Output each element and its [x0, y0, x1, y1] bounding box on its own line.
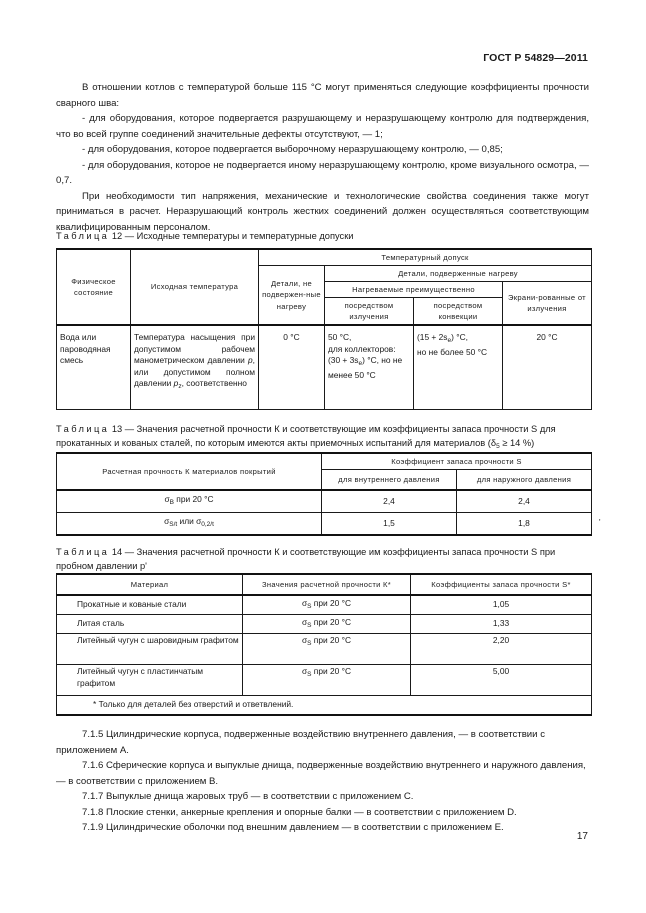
table12-cell-state: Вода или пароводяная смесь	[57, 325, 131, 410]
table14-cell-strength: $\sigma_S$ при 20 °C	[243, 665, 411, 696]
subsection-item: 7.1.8 Плоские стенки, анкерные крепления и опорные балки — в соответствии с приложением D.	[82, 806, 517, 818]
intro-item-1: - для оборудования, которое подвергается разрушающему и неразрушающему контролю для подтверждения, что во всей группе соединений значительные дефекты отсутствуют, — 1;	[56, 113, 589, 140]
table14-cell-coef: 2,20	[411, 634, 592, 665]
table12-header-temp: Исходная температура	[131, 249, 259, 325]
intro-paragraph-2: При необходимости тип напряжения, механические и технологические свойства соединения также могут приниматься в расчет. Неразрушающий контроль жестких соединений должен осуществляться соответствующим квалифицированным персоналом.	[56, 190, 589, 233]
table13-cell-external: 1,8	[457, 513, 592, 536]
table12	[56, 248, 592, 410]
table12-cell-convection: $(15 + 2s_e)$ °C, но не более 50 °C	[414, 325, 503, 410]
table14-cell-strength: $\sigma_S$ при 20 °C	[243, 595, 411, 615]
table13-cell-internal: 1,5	[322, 513, 457, 536]
subsection-item: 7.1.9 Цилиндрические оболочки под внешним давлением — в соответствии с приложением Е.	[82, 822, 504, 833]
table13-header-coef: Коэффициент запаса прочности S	[322, 453, 592, 470]
table14-header-material: Материал	[57, 574, 243, 595]
intro-item-2: - для оборудования, которое подвергается выборочному неразрушающему контролю, — 0,85;	[82, 144, 503, 155]
table14-header-strength: Значения расчетной прочности К*	[243, 574, 411, 595]
table14-cell-coef: 1,33	[411, 615, 592, 634]
intro-item-3: - для оборудования, которое не подвергается иному неразрушающему контролю, кроме визуального осмотра, — 0,7.	[56, 159, 589, 186]
table14-cell-coef: 1,05	[411, 595, 592, 615]
table13-caption: Таблица 13 — Значения расчетной прочности К и соответствующие им коэффициенты запаса прочности S для прокатанных и кованых сталей, по которым имеются акты приемочных испытаний для материалов ($\delta_5 \ge 14$ %)	[56, 424, 556, 450]
table14-cell-strength: $\sigma_S$ при 20 °C	[243, 615, 411, 634]
table13-cell-external: 2,4	[457, 490, 592, 513]
table12-caption: Таблица 12 — Исходные температуры и температурные допуски	[56, 231, 354, 241]
table14-cell-coef: 5,00	[411, 665, 592, 696]
table12-cell-shielded: 20 °C	[503, 325, 592, 410]
stray-mark: '	[599, 518, 601, 527]
table13-cell-strength: $\sigma_B$ при 20 °C	[57, 490, 322, 513]
table14-cell-material: Прокатные и кованые стали	[57, 595, 243, 615]
subsection-item: 7.1.7 Выпуклые днища жаровых труб — в соответствии с приложением С.	[82, 791, 414, 802]
table13-header-internal: для внутреннего давления	[322, 470, 457, 491]
intro-text	[56, 80, 589, 235]
table14-caption: Таблица 14 — Значения расчетной прочности К и соответствующие им коэффициенты запаса прочности S при пробном давлении p'	[56, 547, 556, 571]
table12-header-heated-mainly: Нагреваемые преимущественно	[325, 282, 503, 298]
table14-cell-material: Литейный чугун с шаровидным графитом	[57, 634, 243, 665]
table12-header-not-heated: Детали, не подвержен-ные нагреву	[259, 266, 325, 326]
table12-header-heated: Детали, подверженные нагреву	[325, 266, 592, 282]
subsections-list	[56, 727, 589, 836]
table12-header-convection: посредством конвекции	[414, 298, 503, 326]
table12-cell-temp: Температура насыщения при допустимом рабочем манометрическом давлении p, или допустимом полном давлении $p_z$, соответственно	[131, 325, 259, 410]
table14-cell-material: Литая сталь	[57, 615, 243, 634]
table12-header-shielded: Экрани-рованные от излучения	[503, 282, 592, 326]
table14-cell-strength: $\sigma_S$ при 20 °C	[243, 634, 411, 665]
subsection-item: 7.1.6 Сферические корпуса и выпуклые днища, подверженные воздействию внутреннего и наружного давления, — в соответствии с приложением В.	[56, 760, 586, 787]
table13-header-external: для наружного давления	[457, 470, 592, 491]
table13-header-strength: Расчетная прочность К материалов покрытий	[57, 453, 322, 490]
subsection-item: 7.1.5 Цилиндрические корпуса, подверженные воздействию внутреннего давления, — в соответствии с приложением А.	[56, 729, 545, 756]
table14-note: * Только для деталей без отверстий и ответвлений.	[57, 696, 592, 716]
table14	[56, 573, 592, 716]
table14-header-coef: Коэффициенты запаса прочности S*	[411, 574, 592, 595]
table12-header-radiation: посредством излучения	[325, 298, 414, 326]
page-number: 17	[576, 831, 588, 842]
table12-cell-not-heated: 0 °C	[259, 325, 325, 410]
intro-paragraph-1: В отношении котлов с температурой больше 115 °С могут применяться следующие коэффициенты прочности сварного шва:	[56, 82, 589, 109]
table13-cell-strength: $\sigma_{S/t}$ или $\sigma_{0,2/t}$	[57, 513, 322, 536]
standard-header: ГОСТ Р 54829—2011	[483, 52, 588, 64]
table13-cell-internal: 2,4	[322, 490, 457, 513]
table12-header-state: Физическое состояние	[57, 249, 131, 325]
table13	[56, 452, 592, 536]
table12-header-tolerance: Температурный допуск	[259, 249, 592, 266]
table12-cell-radiation: 50 °C, для коллекторов: $(30 + 3s_e)$ °C, но не менее 50 °C	[325, 325, 414, 410]
table14-cell-material: Литейный чугун с пластинчатым графитом	[57, 665, 243, 696]
